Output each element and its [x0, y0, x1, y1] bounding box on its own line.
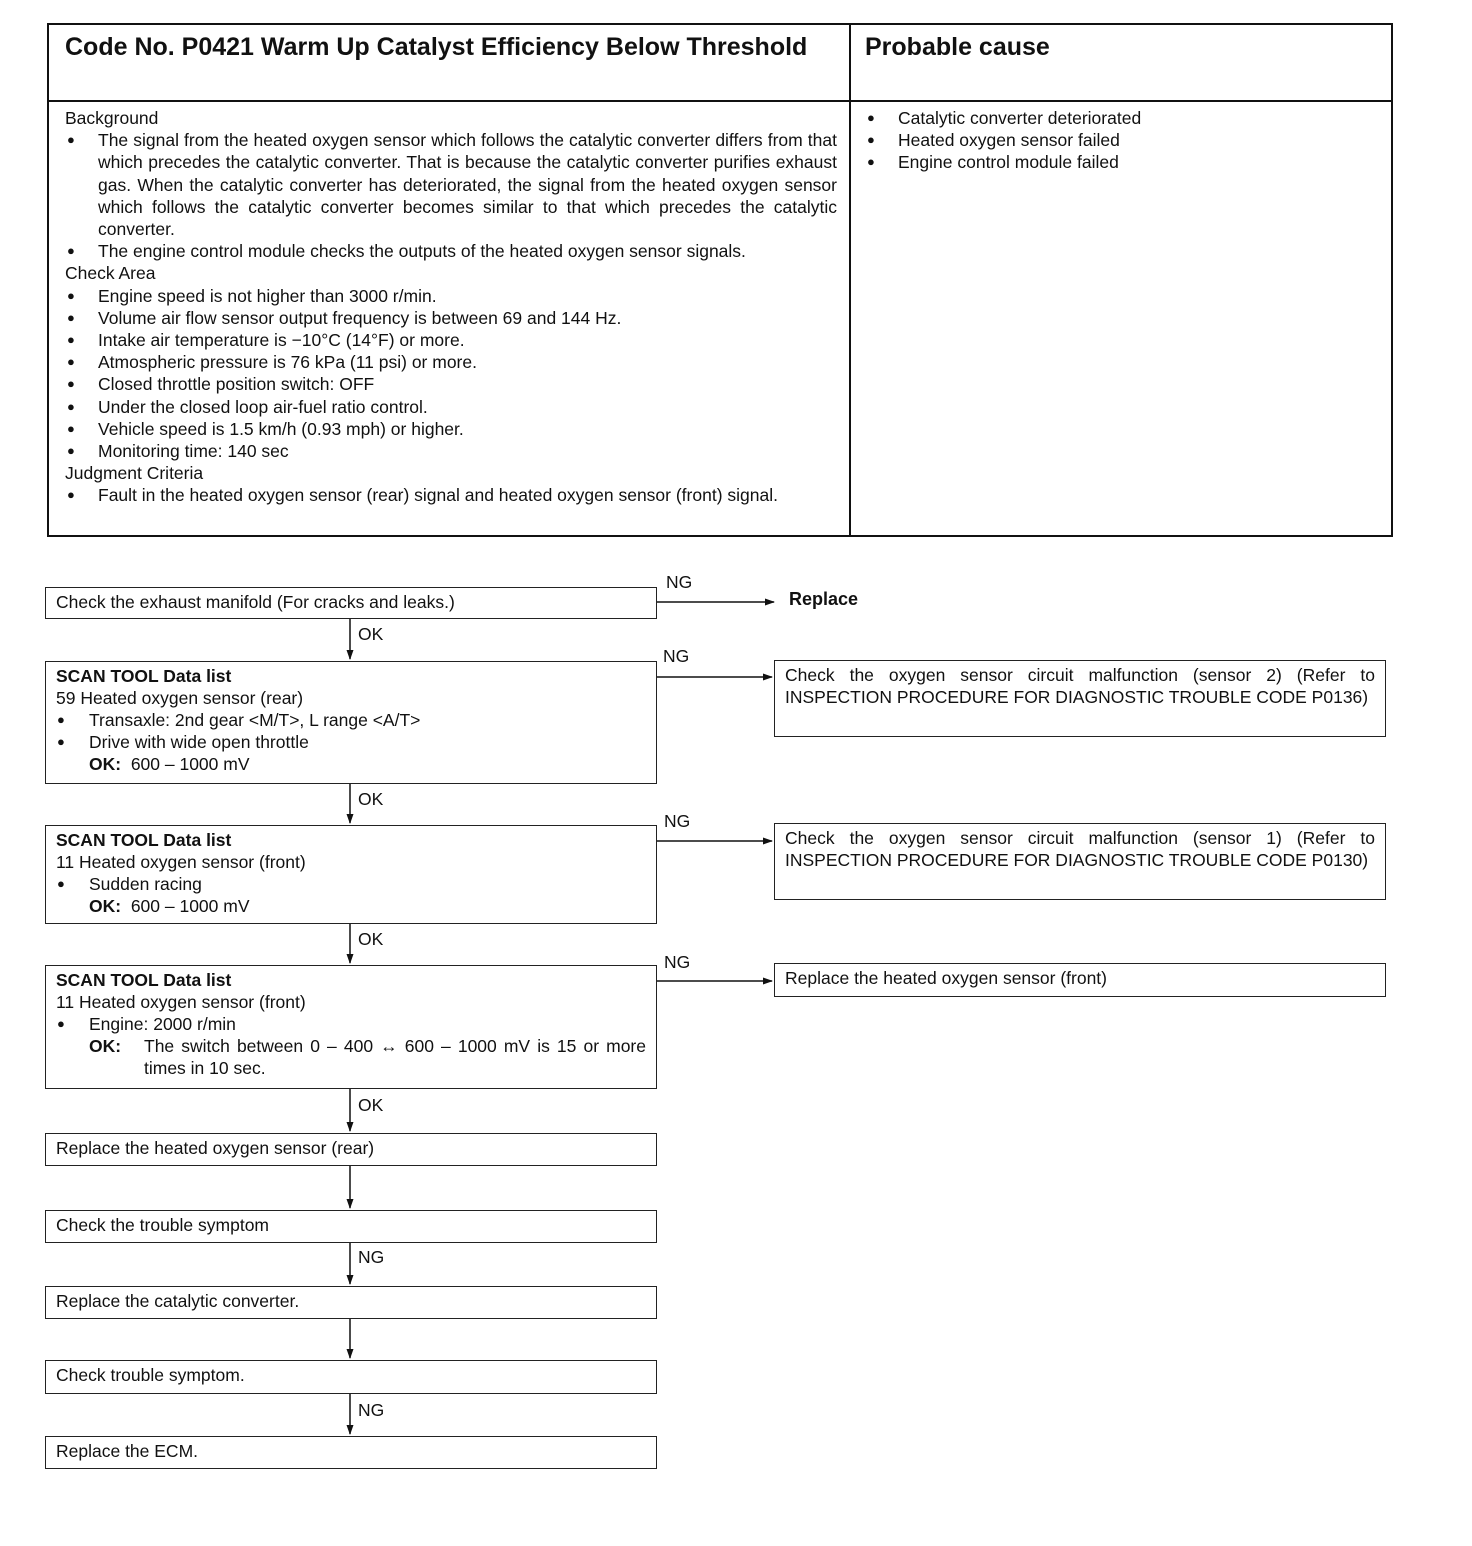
ok-value: 600 – 1000 mV: [130, 754, 250, 774]
ok-label: OK: [358, 1095, 384, 1115]
list-item: ● The engine control module checks the outputs of the heated oxygen sensor signals.: [65, 240, 837, 262]
ok-label: OK: [358, 624, 384, 644]
flow-step-text: Replace the heated oxygen sensor (rear): [56, 1138, 375, 1158]
flow-step-text: Check the trouble symptom: [56, 1215, 270, 1235]
ok-criteria: [56, 1035, 646, 1079]
ng-label: NG: [664, 811, 691, 831]
list-item: ● Closed throttle position switch: OFF: [65, 373, 837, 395]
step-title: SCAN TOOL Data list: [56, 830, 232, 850]
flow-step-text: Check trouble symptom.: [56, 1365, 245, 1385]
ng-label: NG: [358, 1400, 385, 1420]
ok-value: 600 – 1000 mV: [130, 896, 250, 916]
ok-label: OK:: [89, 896, 122, 916]
ok-criteria: [56, 895, 646, 917]
list-item: ● Engine control module failed: [865, 151, 1375, 173]
flow-step-replace-catalytic-converter: [45, 1286, 657, 1319]
list-item: ● Monitoring time: 140 sec: [65, 440, 837, 462]
list-item: ● Volume air flow sensor output frequency is between 69 and 144 Hz.: [65, 307, 837, 329]
flow-step-scan-tool-front-racing: [45, 825, 657, 924]
check-area-heading: Check Area: [65, 263, 156, 284]
ng-label: NG: [666, 572, 693, 592]
result-text: Replace the heated oxygen sensor (front): [785, 968, 1107, 988]
probable-cause-header: Probable cause: [865, 33, 1050, 61]
flow-step-check-exhaust-manifold: [45, 587, 657, 619]
list-item: ● Under the closed loop air-fuel ratio control.: [65, 396, 837, 418]
flow-step-text: Replace the catalytic converter.: [56, 1291, 300, 1311]
flow-step-replace-rear-sensor: [45, 1133, 657, 1166]
flow-step-scan-tool-front-2000rpm: [45, 965, 657, 1089]
list-item: ● Fault in the heated oxygen sensor (rear) signal and heated oxygen sensor (front) signal.: [65, 484, 837, 506]
ng-label: NG: [358, 1247, 385, 1267]
ok-label: OK:: [89, 1036, 122, 1056]
step-bullets: [56, 709, 646, 753]
flow-step-check-trouble-symptom-2: [45, 1360, 657, 1394]
list-item: ● Catalytic converter deteriorated: [865, 107, 1375, 129]
ok-label: OK: [358, 789, 384, 809]
list-item: ● Engine speed is not higher than 3000 r/min.: [65, 285, 837, 307]
flow-result-check-sensor-1: [774, 823, 1386, 900]
list-item: ● Atmospheric pressure is 76 kPa (11 psi) or more.: [65, 351, 837, 373]
ok-label: OK:: [89, 754, 122, 774]
step-title: SCAN TOOL Data list: [56, 666, 232, 686]
list-item: ● Vehicle speed is 1.5 km/h (0.93 mph) or higher.: [65, 418, 837, 440]
flow-step-check-trouble-symptom: [45, 1210, 657, 1243]
flow-step-text: Replace the ECM.: [56, 1441, 199, 1461]
list-item: ● Heated oxygen sensor failed: [865, 129, 1375, 151]
judgment-criteria-heading: Judgment Criteria: [65, 463, 204, 484]
ng-label: NG: [664, 952, 691, 972]
step-bullets: [56, 1013, 646, 1035]
step-item: 11 Heated oxygen sensor (front): [56, 992, 306, 1012]
ng-label: NG: [663, 646, 690, 666]
result-text: Check the oxygen sensor circuit malfunction (sensor 2) (Refer to INSPECTION PROCEDURE FOR DIAGNOSTIC TROUBLE CODE P0136): [785, 665, 1375, 707]
list-item: ● Drive with wide open throttle: [56, 731, 646, 753]
list-item: ● Engine: 2000 r/min: [56, 1013, 646, 1035]
flow-step-scan-tool-rear: [45, 661, 657, 784]
ok-label: OK: [358, 929, 384, 949]
list-item: ● Intake air temperature is −10°C (14°F) or more.: [65, 329, 837, 351]
flow-result-replace: Replace: [789, 589, 859, 609]
flow-result-check-sensor-2: [774, 660, 1386, 737]
step-item: 11 Heated oxygen sensor (front): [56, 852, 306, 872]
list-item: ● Sudden racing: [56, 873, 646, 895]
step-title: SCAN TOOL Data list: [56, 970, 232, 990]
result-text: Check the oxygen sensor circuit malfunction (sensor 1) (Refer to INSPECTION PROCEDURE FOR DIAGNOSTIC TROUBLE CODE P0130): [785, 828, 1375, 870]
ok-value: The switch between 0 – 400 ↔ 600 – 1000 mV is 15 or more times in 10 sec.: [144, 1036, 646, 1078]
background-heading: Background: [65, 108, 159, 128]
flow-step-replace-ecm: [45, 1436, 657, 1469]
step-item: 59 Heated oxygen sensor (rear): [56, 688, 304, 708]
flow-step-text: Check the exhaust manifold (For cracks and leaks.): [56, 592, 455, 612]
list-item: ● Transaxle: 2nd gear <M/T>, L range <A/T>: [56, 709, 646, 731]
code-title: Code No. P0421 Warm Up Catalyst Efficiency Below Threshold: [65, 33, 808, 61]
flow-result-replace-front-sensor: [774, 963, 1386, 997]
step-bullets: [56, 873, 646, 895]
ok-criteria: [56, 753, 646, 775]
list-item: ● The signal from the heated oxygen sensor which follows the catalytic converter differs from that which precedes the catalytic converter. That is because the catalytic converter purifies exhaust gas. When the catalytic converter has deteriorated, the signal from the heated oxygen sensor which follows the catalytic converter becomes similar to that which precedes the catalytic converter.: [65, 129, 837, 240]
